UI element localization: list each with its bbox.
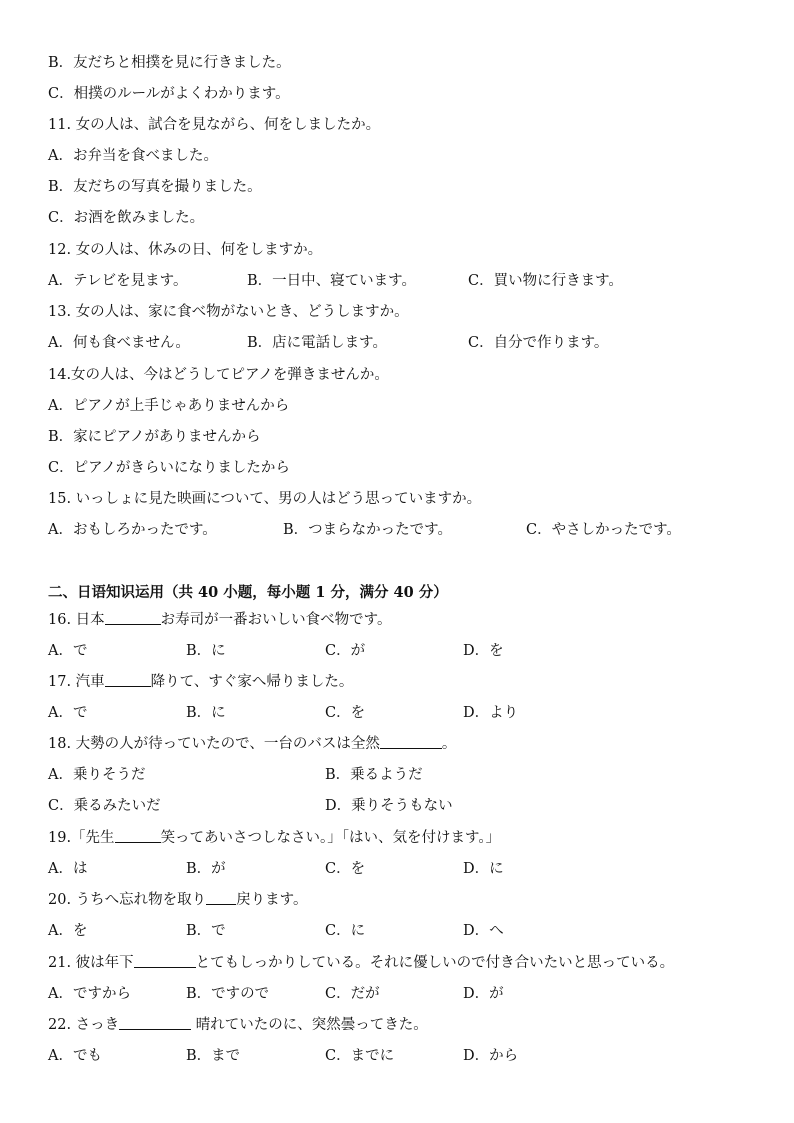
q18-stem (48, 734, 456, 754)
q21-option-d: D．が (463, 986, 504, 1002)
q11-stem: 11. 女の人は、試合を見ながら、何をしましたか。 (48, 117, 381, 133)
q12-option-a: A．テレビを見ます。 (48, 273, 188, 289)
q22-stem-pre: 22. さっき (48, 1017, 120, 1033)
q16-stem-pre: 16. 日本 (48, 612, 105, 628)
q22-blank (119, 1015, 191, 1030)
q21-option-c: C．だが (325, 986, 380, 1002)
q15-option-c: C．やさしかったです。 (526, 522, 681, 538)
q17-stem-pre: 17. 汽車 (48, 674, 105, 690)
q12-option-c: C．買い物に行きます。 (468, 273, 623, 289)
q22-option-a: A．でも (48, 1048, 102, 1064)
q16-option-c: C．が (325, 643, 366, 659)
q16-option-b: B．に (186, 643, 226, 659)
q21-stem-post: とてもしっかりしている。それに優しいので付き合いたいと思っている。 (195, 955, 675, 971)
q22-option-b: B．まで (186, 1048, 241, 1064)
q13-option-a: A．何も食べません。 (48, 335, 190, 351)
q19-stem (48, 828, 500, 848)
q11-option-a: A．お弁当を食べました。 (48, 148, 218, 164)
q20-option-b: B．で (186, 923, 226, 939)
q19-option-c: C．を (325, 861, 366, 877)
q21-option-a: A．ですから (48, 986, 131, 1002)
section-title: 二、日语知识运用（共 40 小题，每小题 1 分，满分 40 分） (48, 584, 448, 601)
q19-option-a: A．は (48, 861, 88, 877)
q17-blank (105, 672, 151, 687)
q14-option-a: A．ピアノが上手じゃありませんから (48, 398, 290, 414)
q22-stem-post: 晴れていたのに、突然曇ってきた。 (191, 1017, 428, 1033)
q10-option-c: C．相撲のルールがよくわかります。 (48, 86, 290, 102)
q13-option-b: B．店に電話します。 (247, 335, 387, 351)
q18-stem-pre: 18. 大勢の人が待っていたので、一台のバスは全然 (48, 736, 380, 752)
q17-option-b: B．に (186, 705, 226, 721)
q17-option-d: D．より (463, 705, 519, 721)
q16-option-d: D．を (463, 643, 504, 659)
q22-option-c: C．までに (325, 1048, 395, 1064)
q19-option-b: B．が (186, 861, 226, 877)
q18-option-c: C．乗るみたいだ (48, 798, 161, 814)
q20-stem (48, 890, 308, 910)
q21-stem (48, 953, 674, 973)
q17-option-a: A．で (48, 705, 88, 721)
q13-option-c: C．自分で作ります。 (468, 335, 609, 351)
q13-stem: 13. 女の人は、家に食べ物がないとき、どうしますか。 (48, 304, 409, 320)
q20-stem-pre: 20. うちへ忘れ物を取り (48, 892, 207, 908)
q21-option-b: B．ですので (186, 986, 270, 1002)
q16-option-a: A．で (48, 643, 88, 659)
q19-option-d: D．に (463, 861, 504, 877)
q17-stem (48, 672, 353, 692)
q20-option-d: D．へ (463, 923, 504, 939)
q14-option-b: B．家にピアノがありませんから (48, 429, 261, 445)
q17-option-c: C．を (325, 705, 366, 721)
q12-option-b: B．一日中、寝ています。 (247, 273, 416, 289)
q18-blank (380, 734, 442, 749)
q11-option-b: B．友だちの写真を撮りました。 (48, 179, 262, 195)
q20-blank (206, 890, 236, 905)
q18-stem-post: 。 (441, 736, 457, 752)
q11-option-c: C．お酒を飲みました。 (48, 210, 205, 226)
q19-stem-post: 笑ってあいさつしなさい。」「はい、気を付けます。」 (160, 830, 501, 846)
q15-option-a: A．おもしろかったです。 (48, 522, 217, 538)
q18-option-b: B．乗るようだ (325, 767, 423, 783)
q16-stem (48, 610, 392, 630)
q22-option-d: D．から (463, 1048, 519, 1064)
q20-option-c: C．に (325, 923, 366, 939)
q12-stem: 12. 女の人は、休みの日、何をしますか。 (48, 242, 323, 258)
q16-stem-post: お寿司が一番おいしい食べ物です。 (160, 612, 392, 628)
q16-blank (105, 610, 161, 625)
q21-stem-pre: 21. 彼は年下 (48, 955, 134, 971)
q18-option-d: D．乗りそうもない (325, 798, 453, 814)
q19-blank (115, 828, 161, 843)
q10-option-b: B．友だちと相撲を見に行きました。 (48, 55, 291, 71)
q15-option-b: B．つまらなかったです。 (283, 522, 452, 538)
q20-stem-post: 戻ります。 (236, 892, 308, 908)
q18-option-a: A．乗りそうだ (48, 767, 146, 783)
q14-option-c: C．ピアノがきらいになりましたから (48, 460, 290, 476)
q19-stem-pre: 19.「先生 (48, 830, 115, 846)
q15-stem: 15. いっしょに見た映画について、男の人はどう思っていますか。 (48, 491, 482, 507)
q22-stem (48, 1015, 428, 1035)
q21-blank (134, 953, 196, 968)
q17-stem-post: 降りて、すぐ家へ帰りました。 (150, 674, 354, 690)
q20-option-a: A．を (48, 923, 88, 939)
q14-stem: 14.女の人は、今はどうしてピアノを弾きませんか。 (48, 367, 389, 383)
